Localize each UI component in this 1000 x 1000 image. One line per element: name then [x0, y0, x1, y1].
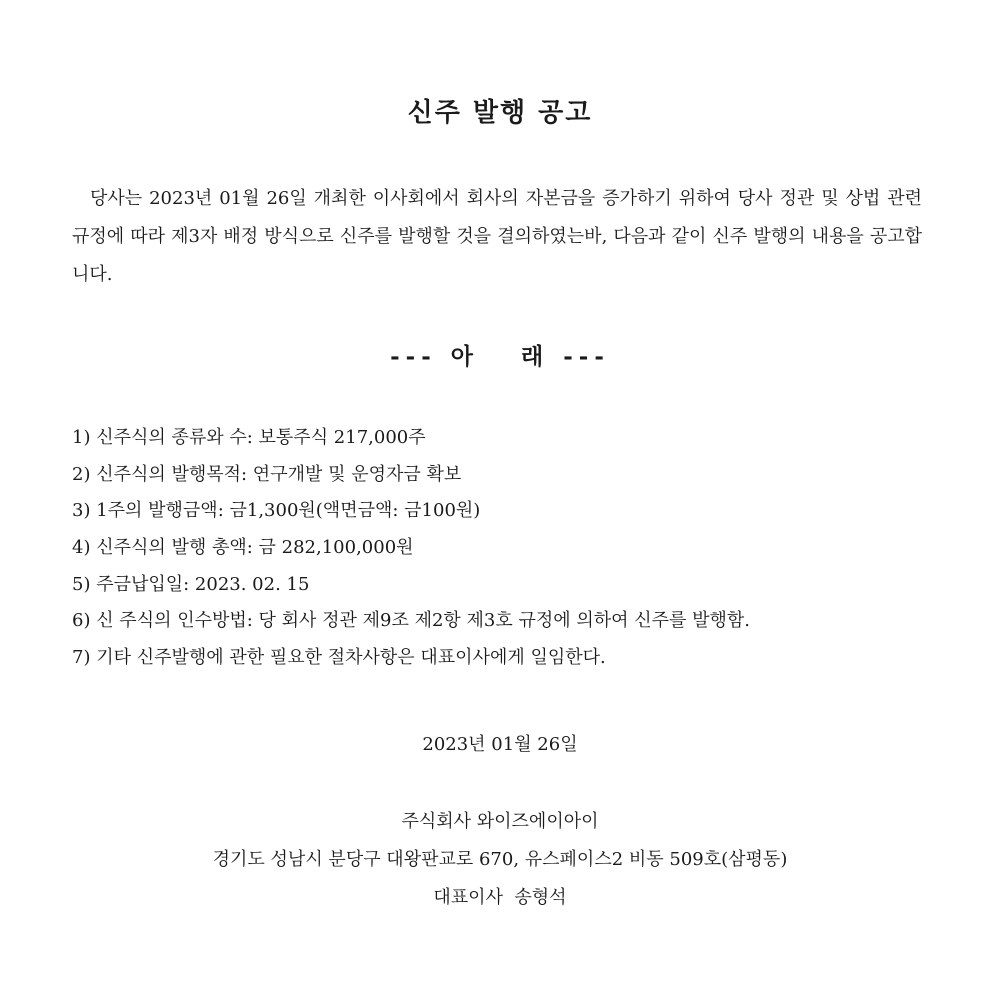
company-name: 주식회사 와이즈에이아이 [401, 811, 599, 832]
list-item: 7) 기타 신주발행에 관한 필요한 절차사항은 대표이사에게 일임한다. [72, 647, 606, 669]
representative: 대표이사 송형석 [433, 887, 567, 908]
company-address: 경기도 성남시 분당구 대왕판교로 670, 유스페이스2 비동 509호(삼평동) [212, 849, 788, 870]
list-item: 2) 신주식의 발행목적: 연구개발 및 운영자금 확보 [72, 463, 462, 485]
notice-date: 2023년 01월 26일 [422, 734, 578, 755]
list-item: 6) 신 주식의 인수방법: 당 회사 정관 제9조 제2항 제3호 규정에 의하여 신주를 발행함. [72, 610, 751, 632]
list-item: 1) 신주식의 종류와 수: 보통주식 217,000주 [72, 427, 426, 448]
list-item: 4) 신주식의 발행 총액: 금 282,100,000원 [72, 537, 414, 559]
list-item: 5) 주금납입일: 2023. 02. 15 [72, 573, 310, 595]
section-heading: --- 아 래 --- [390, 343, 610, 370]
list-item: 3) 1주의 발행금액: 금1,300원(액면금액: 금100원) [72, 500, 481, 522]
intro-paragraph: 당사는 2023년 01월 26일 개최한 이사회에서 회사의 자본금을 증가하기 위하여 당사 정관 및 상법 관련 규정에 따라 제3자 배정 방식으로 신주를 발행할 것을 결의하였는바, 다음과 같이 신주 발행의 내용을 공고합니다. [72, 188, 922, 285]
company-block [0, 803, 1000, 917]
document-title: 신주 발행 공고 [407, 98, 593, 128]
notice-items-list [72, 420, 932, 677]
